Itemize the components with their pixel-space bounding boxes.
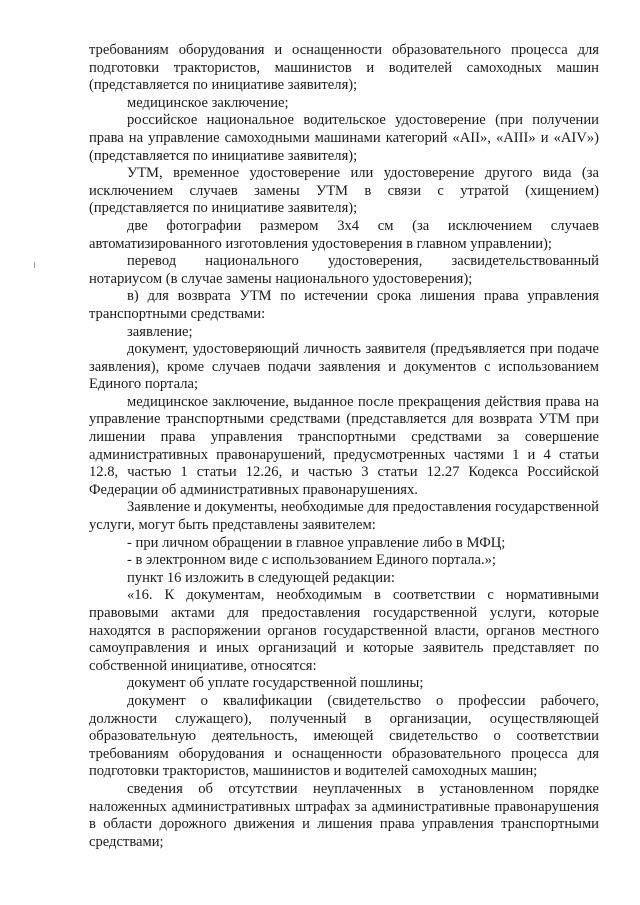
scan-mark xyxy=(34,262,35,268)
paragraph: в) для возврата УТМ по истечении срока лишения права управления транспортными средствами: xyxy=(89,288,599,322)
paragraph: сведения об отсутствии неуплаченных в установленном порядке наложенных административных штрафах за административные правонарушения в области дорожного движения и лишения права управления транспортными средствами; xyxy=(89,780,599,850)
paragraph: медицинское заключение; xyxy=(127,94,289,111)
paragraph: российское национальное водительское удостоверение (при получении права на управление самоходными машинами категорий «AII», «AIII» и «AIV») (представляется по инициативе заявителя); xyxy=(89,112,599,164)
paragraph: УТМ, временное удостоверение или удостоверение другого вида (за исключением случаев замены УТМ в связи с утратой (хищением) (представляется по инициативе заявителя); xyxy=(89,165,599,217)
paragraph: «16. К документам, необходимым в соответствии с нормативными правовыми актами для предоставления государственной услуги, которые находятся в распоряжении органов государственной власти, органов местного самоуправления и иных организаций и которые заявитель представляет по собственной инициативе, относятся: xyxy=(89,587,599,674)
paragraph: перевод национального удостоверения, засвидетельствованный нотариусом (в случае замены национального удостоверения); xyxy=(89,253,599,287)
paragraph: документ о квалификации (свидетельство о профессии рабочего, должности служащего), полученный в организации, осуществляющей образовательную деятельность, имеющей свидетельство о соответствии требованиям оборудования и оснащенности образовательного процесса для подготовки трактористов, машинистов и водителей самоходных машин; xyxy=(89,692,599,780)
paragraph: документ об уплате государственной пошлины; xyxy=(127,675,424,692)
paragraph: Заявление и документы, необходимые для предоставления государственной услуги, могут быть представлены заявителем: xyxy=(89,499,599,534)
paragraph: пункт 16 изложить в следующей редакции: xyxy=(127,569,395,586)
document-body xyxy=(89,42,599,851)
paragraph: требованиям оборудования и оснащенности образовательного процесса для подготовки трактористов, машинистов и водителей самоходных машин (представляется по инициативе заявителя); xyxy=(89,42,599,94)
paragraph: документ, удостоверяющий личность заявителя (предъявляется при подаче заявления), кроме случаев подачи заявления и документов с использованием Единого портала; xyxy=(89,341,599,393)
paragraph: - в электронном виде с использованием Единого портала.»; xyxy=(127,552,496,569)
paragraph: - при личном обращении в главное управление либо в МФЦ; xyxy=(127,534,506,551)
paragraph: две фотографии размером 3x4 см (за исключением случаев автоматизированного изготовления удостоверения в главном управлении); xyxy=(89,217,599,252)
paragraph: заявление; xyxy=(127,323,193,340)
paragraph: медицинское заключение, выданное после прекращения действия права на управление транспортными средствами (представляется для возврата УТМ при лишении права управления транспортными средствами за совершение административных правонарушений, предусмотренных частями 1 и 4 статьи 12.8, частью 1 статьи 12.26, и частью 3 статьи 12.27 Кодекса Российской Федерации об административных правонарушениях. xyxy=(89,393,599,498)
